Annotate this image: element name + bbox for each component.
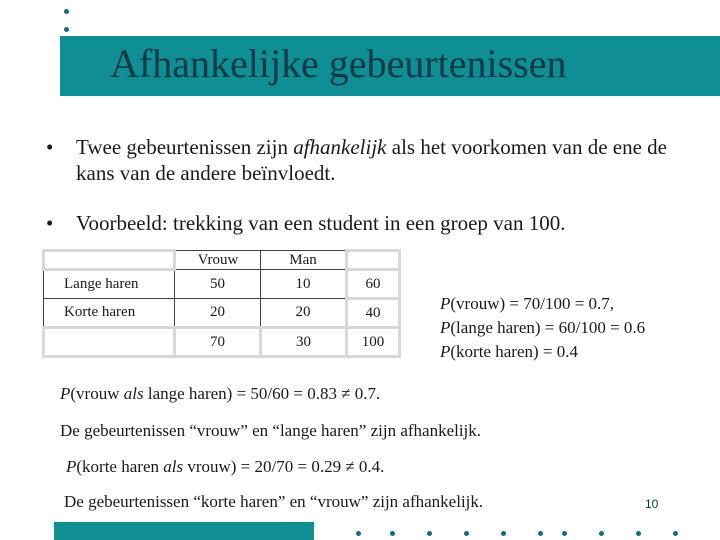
row-total: 60 xyxy=(347,270,400,299)
bullet-text: Twee gebeurtenissen zijn afhankelijk als het voorkomen van de ene de kans van de andere beïnvloedt. xyxy=(76,135,668,185)
column-total: 70 xyxy=(175,328,261,357)
table-total-row xyxy=(44,328,400,357)
row-total: 40 xyxy=(347,299,400,328)
slide-title: Afhankelijke gebeurtenissen xyxy=(110,41,567,86)
table-header-man: Man xyxy=(261,251,347,270)
table-cell xyxy=(347,251,400,270)
bullet-text: Voorbeeld: trekking van een student in een groep van 100. xyxy=(76,211,566,235)
table-row xyxy=(44,299,400,328)
row-label xyxy=(44,328,175,357)
table-header-row xyxy=(44,251,400,270)
decor-dot xyxy=(636,531,641,536)
conclusion-line-2: De gebeurtenissen “korte haren” en “vrouw” zijn afhankelijk. xyxy=(64,492,484,511)
table-cell: 50 xyxy=(175,270,261,299)
bullet-afhankelijk xyxy=(46,134,706,190)
decor-dot xyxy=(64,27,69,32)
conclusion-line-1: De gebeurtenissen “vrouw” en “lange haren” zijn afhankelijk. xyxy=(60,421,482,440)
page-number: 10 xyxy=(645,497,659,511)
table-cell xyxy=(44,251,175,270)
conditional-line-1: P(vrouw als lange haren) = 50/60 = 0.83 ≠ 0.7. xyxy=(60,384,381,403)
decor-dot xyxy=(673,531,678,536)
stat-line-lange: P(lange haren) = 60/100 = 0.6 xyxy=(440,318,646,337)
stat-line-vrouw: P(vrouw) = 70/100 = 0.7, xyxy=(440,294,615,313)
contingency-table xyxy=(42,249,401,358)
conditional-line-2: P(korte haren als vrouw) = 20/70 = 0.29 ≠ 0.4. xyxy=(66,457,385,476)
table-cell: 20 xyxy=(175,299,261,328)
table-cell: 10 xyxy=(261,270,347,299)
table-row xyxy=(44,270,400,299)
decor-dot xyxy=(501,531,506,536)
stat-line-korte: P(korte haren) = 0.4 xyxy=(440,342,578,361)
row-label: Lange haren xyxy=(44,270,175,299)
bullet-voorbeeld xyxy=(46,210,706,240)
footer-bar xyxy=(54,522,314,540)
decor-dot xyxy=(562,531,567,536)
grand-total: 100 xyxy=(347,328,400,357)
table-header-vrouw: Vrouw xyxy=(175,251,261,270)
decor-dot xyxy=(599,531,604,536)
table-cell: 20 xyxy=(261,299,347,328)
row-label: Korte haren xyxy=(44,299,175,328)
marginal-probabilities xyxy=(440,292,645,364)
bullet-mark: • xyxy=(46,211,54,235)
decor-dot xyxy=(538,531,543,536)
decor-dot xyxy=(464,531,469,536)
bullet-mark: • xyxy=(46,135,54,159)
column-total: 30 xyxy=(261,328,347,357)
decor-dot xyxy=(64,9,69,14)
decor-dot xyxy=(390,531,395,536)
decor-dot xyxy=(356,531,361,536)
decor-dot xyxy=(427,531,432,536)
